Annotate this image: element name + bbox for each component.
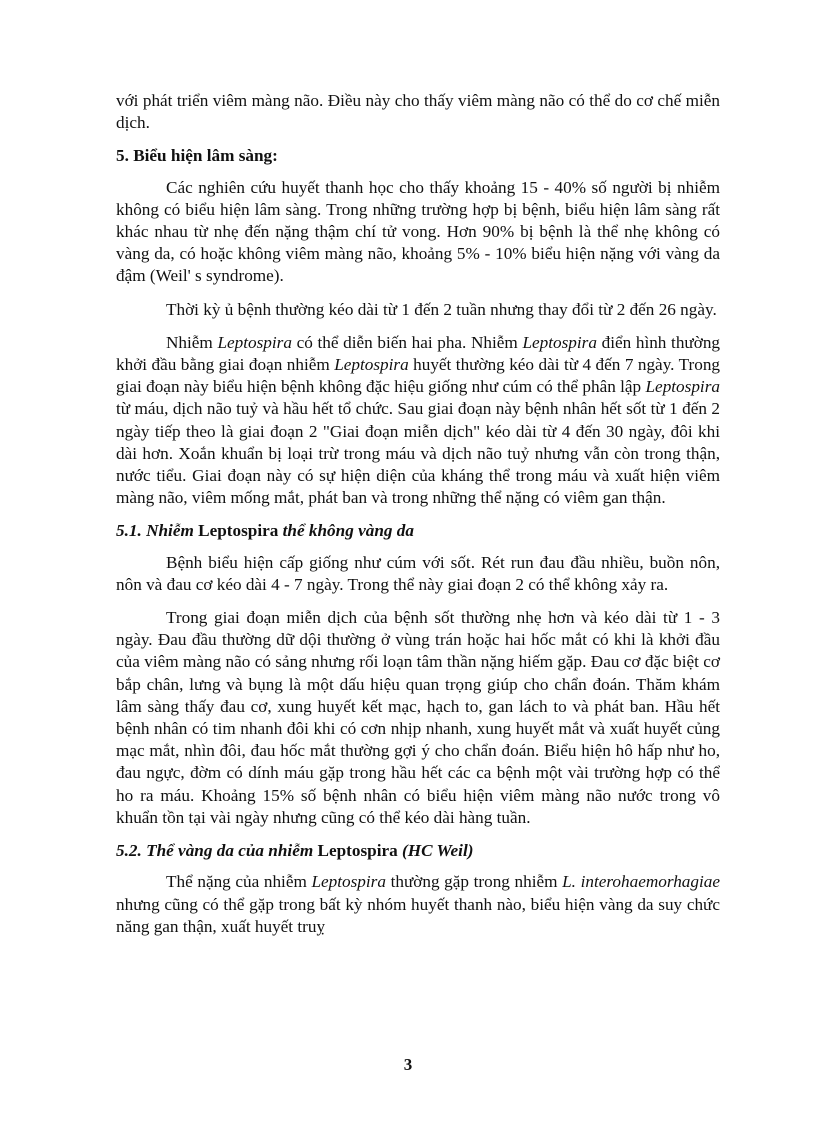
page-number: 3 (403, 1055, 413, 1074)
heading-part: thể không vàng da (278, 521, 414, 541)
paragraph-incubation (116, 299, 720, 321)
text-run: nhưng cũng có thể gặp trong bất kỳ nhóm huyết thanh nào, biểu hiện vàng da suy chức năng gan thận, xuất huyết truỵ (116, 894, 720, 936)
text-run: từ máu, dịch não tuỷ và hầu hết tổ chức. Sau giai đoạn này bệnh nhân hết sốt từ 1 đến 2 ngày tiếp theo là giai đoạn 2 "Giai đoạn miễn dịch" kéo dài từ 4 đến 30 ngày, đôi khi dài hơn. Xoắn khuẩn bị loại trừ trong máu và dịch não tuỷ nhưng vẫn còn trong thận, nước tiểu. Giai đoạn này có sự hiện diện của kháng thể trong máu và xuất hiện viêm màng não, viêm mống mắt, phát ban và trong những thể nặng có viêm gan thận. (116, 399, 720, 508)
italic-term: Leptospira (645, 377, 720, 397)
text-run: Thể nặng của nhiễm (166, 872, 312, 892)
paragraph-text: Bệnh biểu hiện cấp giống như cúm với sốt. Rét run đau đầu nhiều, buồn nôn, nôn và đau cơ kéo dài 4 - 7 ngày. Trong thể này giai đoạn 2 có thể không xảy ra. (116, 552, 720, 594)
section-heading-clinical-manifestations: 5. Biểu hiện lâm sàng: (116, 146, 278, 166)
heading-part: (HC Weil) (397, 841, 474, 861)
heading-part: 5.2. Thể vàng da của nhiễm (116, 841, 318, 861)
paragraph-text: Trong giai đoạn miễn dịch của bệnh sốt thường nhẹ hơn và kéo dài từ 1 - 3 ngày. Đau đầu thường dữ dội thường ở vùng trán hoặc hai hốc mắt có khi là khởi đầu của viêm màng não có sảng nhưng rối loạn tâm thần nặng hiếm gặp. Đau cơ đặc biệt cơ bắp chân, lưng và bụng là một dấu hiệu quan trọng giúp cho chẩn đoán. Thăm khám lâm sàng thấy đau cơ, xung huyết kết mạc, hạch to, gan lách to và phát ban. Hầu hết bệnh nhân có tim nhanh đôi khi có cơn nhịp nhanh, xung huyết mắt và xuất huyết củng mạc mắt, nhìn đôi, đau hốc mắt thường gợi ý cho chẩn đoán. Biểu hiện hô hấp như ho, đau ngực, đờm có dính máu gặp trong hầu hết các ca bệnh một vài trường hợp có thể ho ra máu. Khoảng 15% số bệnh nhân có biểu hiện viêm màng não nước trong vô khuẩn tồn tại vài ngày nhưng cũng có thể kéo dài hàng tuần. (116, 608, 720, 827)
italic-term: L. interohaemorhagiae (562, 872, 720, 892)
text-run: có thể diễn biến hai pha. Nhiễm (291, 332, 523, 352)
paragraph-text: Thời kỳ ủ bệnh thường kéo dài từ 1 đến 2 tuần nhưng thay đổi từ 2 đến 26 ngày. (166, 299, 717, 319)
italic-term: Leptospira (522, 332, 597, 352)
heading-term: Leptospira (317, 841, 398, 861)
paragraph-immune-phase (116, 607, 720, 829)
text-run: thường gặp trong nhiễm (385, 872, 563, 892)
heading-part: 5.1. Nhiễm (116, 521, 199, 541)
paragraph-serology (116, 177, 720, 288)
paragraph-biphasic-course (116, 332, 720, 510)
heading-term: Leptospira (198, 521, 279, 541)
paragraph-acute-flu-like (116, 552, 720, 596)
paragraph-text: Các nghiên cứu huyết thanh học cho thấy khoảng 15 - 40% số người bị nhiễm không có biểu hiện lâm sàng. Trong những trường hợp bị bệnh, biểu hiện lâm sàng rất khác nhau từ nhẹ đến nặng thậm chí tử vong. Hơn 90% bị bệnh là thể nhẹ không có vàng da, có hoặc không viêm màng não, khoảng 5% - 10% biểu hiện nặng với vàng da đậm (Weil' s syndrome). (116, 177, 720, 286)
text-run: điển hình thường khởi đầu bằng giai đoạn nhiễm (116, 332, 721, 375)
paragraph-text: với phát triển viêm màng não. Điều này cho thấy viêm màng não có thể do cơ chế miễn dịch. (116, 91, 720, 133)
italic-term: Leptospira (334, 355, 409, 375)
subsection-heading-anicteric (116, 520, 720, 542)
italic-term: Leptospira (311, 872, 386, 892)
text-run: Nhiễm (166, 332, 218, 352)
subsection-heading-icteric (116, 840, 720, 862)
paragraph-meningitis-continuation (116, 90, 720, 134)
paragraph-severe-form (116, 871, 720, 938)
text-run: huyết thường kéo dài từ 4 đến 7 ngày. Trong giai đoạn này biểu hiện bệnh không đặc hiệu giống như cúm có thể phân lập (116, 355, 721, 397)
italic-term: Leptospira (217, 332, 292, 352)
document-page (116, 90, 720, 949)
